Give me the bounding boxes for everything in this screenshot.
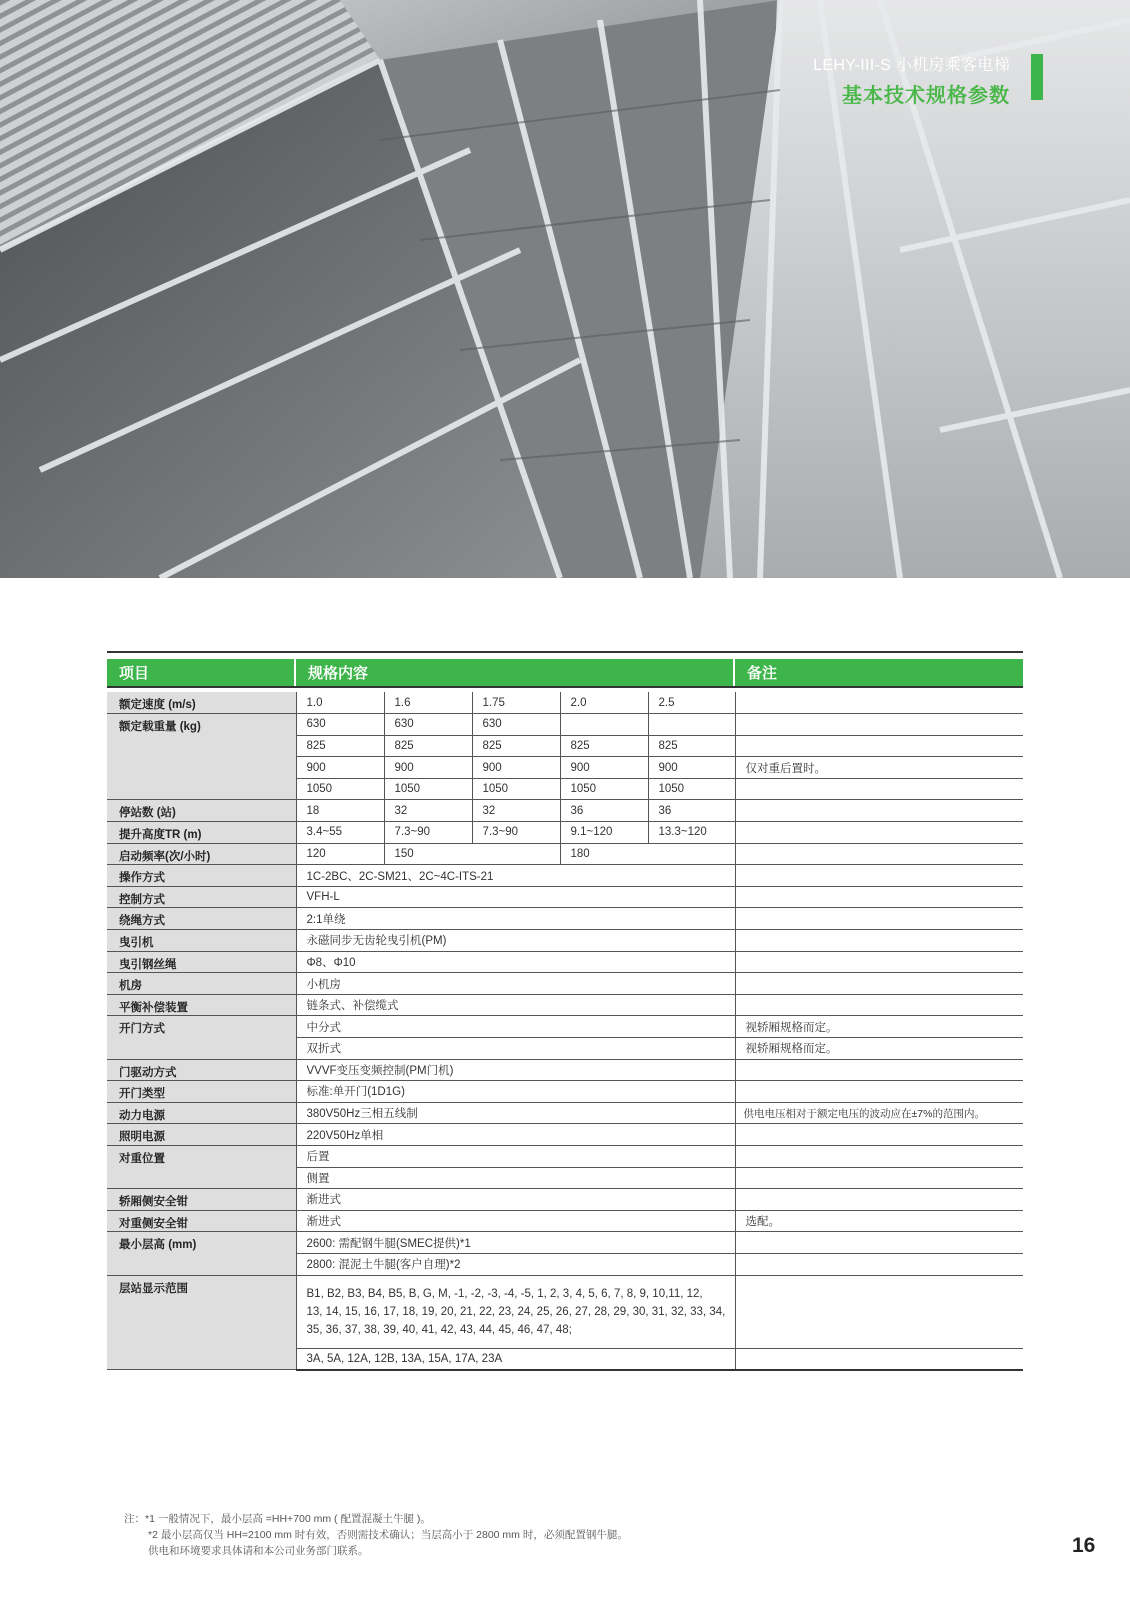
remark-cell (735, 692, 1023, 714)
cell: 渐进式 (296, 1189, 735, 1211)
row-label: 绕绳方式 (107, 908, 296, 930)
table-row (107, 973, 1023, 995)
header-item: 项目 (107, 659, 296, 686)
row-label: 开门类型 (107, 1081, 296, 1103)
table-row (107, 1232, 1023, 1254)
accent-bar (1031, 54, 1043, 100)
cell: 3.4~55 (296, 822, 384, 844)
cell: 32 (472, 800, 560, 822)
table-header (107, 659, 1023, 688)
cell: 1050 (560, 778, 648, 800)
row-label: 曳引机 (107, 930, 296, 952)
cell: 小机房 (296, 973, 735, 995)
remark-cell: 视轿厢规格而定。 (735, 1016, 1023, 1038)
remark-cell (735, 1124, 1023, 1146)
spec-grid (107, 692, 1023, 1371)
row-label: 提升高度TR (m) (107, 822, 296, 844)
header-remark: 备注 (747, 665, 778, 682)
table-row (107, 692, 1023, 714)
table-row (107, 843, 1023, 865)
cell: 630 (384, 714, 472, 736)
cell: 825 (472, 735, 560, 757)
row-label: 最小层高 (mm) (107, 1232, 296, 1275)
cell: VVVF变压变频控制(PM门机) (296, 1059, 735, 1081)
cell: 2.0 (560, 692, 648, 714)
cell: 链条式、补偿缆式 (296, 994, 735, 1016)
cell: 825 (648, 735, 735, 757)
cell: 36 (560, 800, 648, 822)
remark-cell (735, 822, 1023, 844)
cell: 1.0 (296, 692, 384, 714)
cell: 中分式 (296, 1016, 735, 1038)
remark-cell (735, 865, 1023, 887)
cell: 630 (296, 714, 384, 736)
row-label: 操作方式 (107, 865, 296, 887)
cell: 2600: 需配钢牛腿(SMEC提供)*1 (296, 1232, 735, 1254)
table-row (107, 994, 1023, 1016)
cell: Φ8、Φ10 (296, 951, 735, 973)
footnote-3: 供电和环境要求具体请和本公司业务部门联系。 (148, 1545, 369, 1557)
cell (560, 714, 648, 736)
table-row (107, 714, 1023, 736)
row-label: 平衡补偿装置 (107, 994, 296, 1016)
cell: 双折式 (296, 1038, 735, 1060)
cell: 7.3~90 (384, 822, 472, 844)
row-label: 门驱动方式 (107, 1059, 296, 1081)
remark-cell (735, 778, 1023, 800)
table-row (107, 822, 1023, 844)
remark-cell (735, 800, 1023, 822)
cell: 侧置 (296, 1167, 735, 1189)
floor-range-cell (296, 1275, 735, 1348)
cell: 1C-2BC、2C-SM21、2C~4C-ITS-21 (296, 865, 735, 887)
cell: 825 (560, 735, 648, 757)
remark-cell (735, 994, 1023, 1016)
table-row (107, 1124, 1023, 1146)
cell: 36 (648, 800, 735, 822)
model-name: LEHY-III-S 小机房乘客电梯 (813, 57, 1010, 74)
footnote-2: *2 最小层高仅当 HH=2100 mm 时有效，否则需技术确认；当层高小于 2800 mm 时，必须配置钢牛腿。 (148, 1529, 628, 1541)
remark-cell (735, 1081, 1023, 1103)
remark-cell (735, 714, 1023, 736)
remark-cell (735, 930, 1023, 952)
remark-cell (735, 1275, 1023, 1348)
table-row (107, 930, 1023, 952)
cell: 永磁同步无齿轮曳引机(PM) (296, 930, 735, 952)
footnotes (124, 1511, 628, 1559)
cell: 900 (384, 757, 472, 779)
cell: 630 (472, 714, 560, 736)
table-row (107, 1275, 1023, 1348)
remark-cell: 选配。 (735, 1210, 1023, 1232)
cell (648, 714, 735, 736)
footnote-1: 注：*1 一般情况下，最小层高 =HH+700 mm ( 配置混凝土牛腿 )。 (124, 1513, 431, 1525)
cell: 900 (296, 757, 384, 779)
cell: 2.5 (648, 692, 735, 714)
row-label: 对重侧安全钳 (107, 1210, 296, 1232)
remark-cell (735, 908, 1023, 930)
table-row (107, 1145, 1023, 1167)
table-row (107, 886, 1023, 908)
remark-cell: 供电电压相对于额定电压的波动应在±7%的范围内。 (735, 1102, 1023, 1124)
remark-cell (735, 1167, 1023, 1189)
cell: 1050 (296, 778, 384, 800)
row-label: 启动频率(次/小时) (107, 843, 296, 865)
floor-line: B1, B2, B3, B4, B5, B, G, M, -1, -2, -3, -4, -5, 1, 2, 3, 4, 5, 6, 7, 8, 9, 10,11, 12, (306, 1287, 703, 1300)
cell: 825 (384, 735, 472, 757)
hero-photo (0, 0, 1130, 578)
remark-cell (735, 1232, 1023, 1254)
row-label: 控制方式 (107, 886, 296, 908)
table-row (107, 1081, 1023, 1103)
cell: 120 (296, 843, 384, 865)
cell: 18 (296, 800, 384, 822)
top-rule (107, 651, 1023, 653)
cell: 32 (384, 800, 472, 822)
cell: 825 (296, 735, 384, 757)
cell: 220V50Hz单相 (296, 1124, 735, 1146)
cell: 2:1单绕 (296, 908, 735, 930)
cell: 标准:单开门(1D1G) (296, 1081, 735, 1103)
table-row (107, 865, 1023, 887)
remark-cell (735, 735, 1023, 757)
floor-line: 13, 14, 15, 16, 17, 18, 19, 20, 21, 22, 23, 24, 25, 26, 27, 28, 29, 30, 31, 32, 33, 34, (306, 1305, 726, 1318)
page-number: 16 (1072, 1534, 1096, 1557)
header-spec: 规格内容 (296, 659, 735, 686)
table-row (107, 1059, 1023, 1081)
cell: 1050 (472, 778, 560, 800)
table-row (107, 1189, 1023, 1211)
cell: 7.3~90 (472, 822, 560, 844)
cell: 150 (384, 843, 560, 865)
spec-table (107, 651, 1023, 1371)
cell: 1050 (648, 778, 735, 800)
cell: VFH-L (296, 886, 735, 908)
hero-title (813, 52, 1010, 108)
cell: 1.75 (472, 692, 560, 714)
row-label: 层站显示范围 (107, 1275, 296, 1370)
cell: 900 (472, 757, 560, 779)
cell: 380V50Hz三相五线制 (296, 1102, 735, 1124)
remark-cell (735, 951, 1023, 973)
table-row (107, 951, 1023, 973)
cell: 3A, 5A, 12A, 12B, 13A, 15A, 17A, 23A (296, 1348, 735, 1370)
row-label: 开门方式 (107, 1016, 296, 1059)
row-label: 照明电源 (107, 1124, 296, 1146)
cell: 900 (560, 757, 648, 779)
table-row (107, 1102, 1023, 1124)
remark-cell (735, 843, 1023, 865)
remark-cell (735, 1348, 1023, 1370)
row-label: 机房 (107, 973, 296, 995)
remark-cell (735, 1059, 1023, 1081)
remark-cell (735, 886, 1023, 908)
cell: 后置 (296, 1145, 735, 1167)
remark-cell (735, 1189, 1023, 1211)
remark-cell (735, 1253, 1023, 1275)
cell: 180 (560, 843, 735, 865)
page-title: 基本技术规格参数 (842, 85, 1010, 107)
cell: 9.1~120 (560, 822, 648, 844)
row-label: 轿厢侧安全钳 (107, 1189, 296, 1211)
table-row (107, 1210, 1023, 1232)
remark-cell (735, 973, 1023, 995)
remark-cell: 视轿厢规格而定。 (735, 1038, 1023, 1060)
table-row (107, 908, 1023, 930)
cell: 13.3~120 (648, 822, 735, 844)
cell: 2800: 混泥土牛腿(客户自理)*2 (296, 1253, 735, 1275)
row-label: 动力电源 (107, 1102, 296, 1124)
row-label: 对重位置 (107, 1145, 296, 1188)
cell: 900 (648, 757, 735, 779)
row-label: 曳引钢丝绳 (107, 951, 296, 973)
row-label: 停站数 (站) (107, 800, 296, 822)
cell: 1.6 (384, 692, 472, 714)
cell: 1050 (384, 778, 472, 800)
remark-cell: 仅对重后置时。 (735, 757, 1023, 779)
floor-line: 35, 36, 37, 38, 39, 40, 41, 42, 43, 44, 45, 46, 47, 48; (306, 1323, 572, 1336)
table-row (107, 1016, 1023, 1038)
row-label: 额定载重量 (kg) (107, 714, 296, 800)
row-label: 额定速度 (m/s) (107, 692, 296, 714)
remark-cell (735, 1145, 1023, 1167)
table-row (107, 800, 1023, 822)
cell: 渐进式 (296, 1210, 735, 1232)
